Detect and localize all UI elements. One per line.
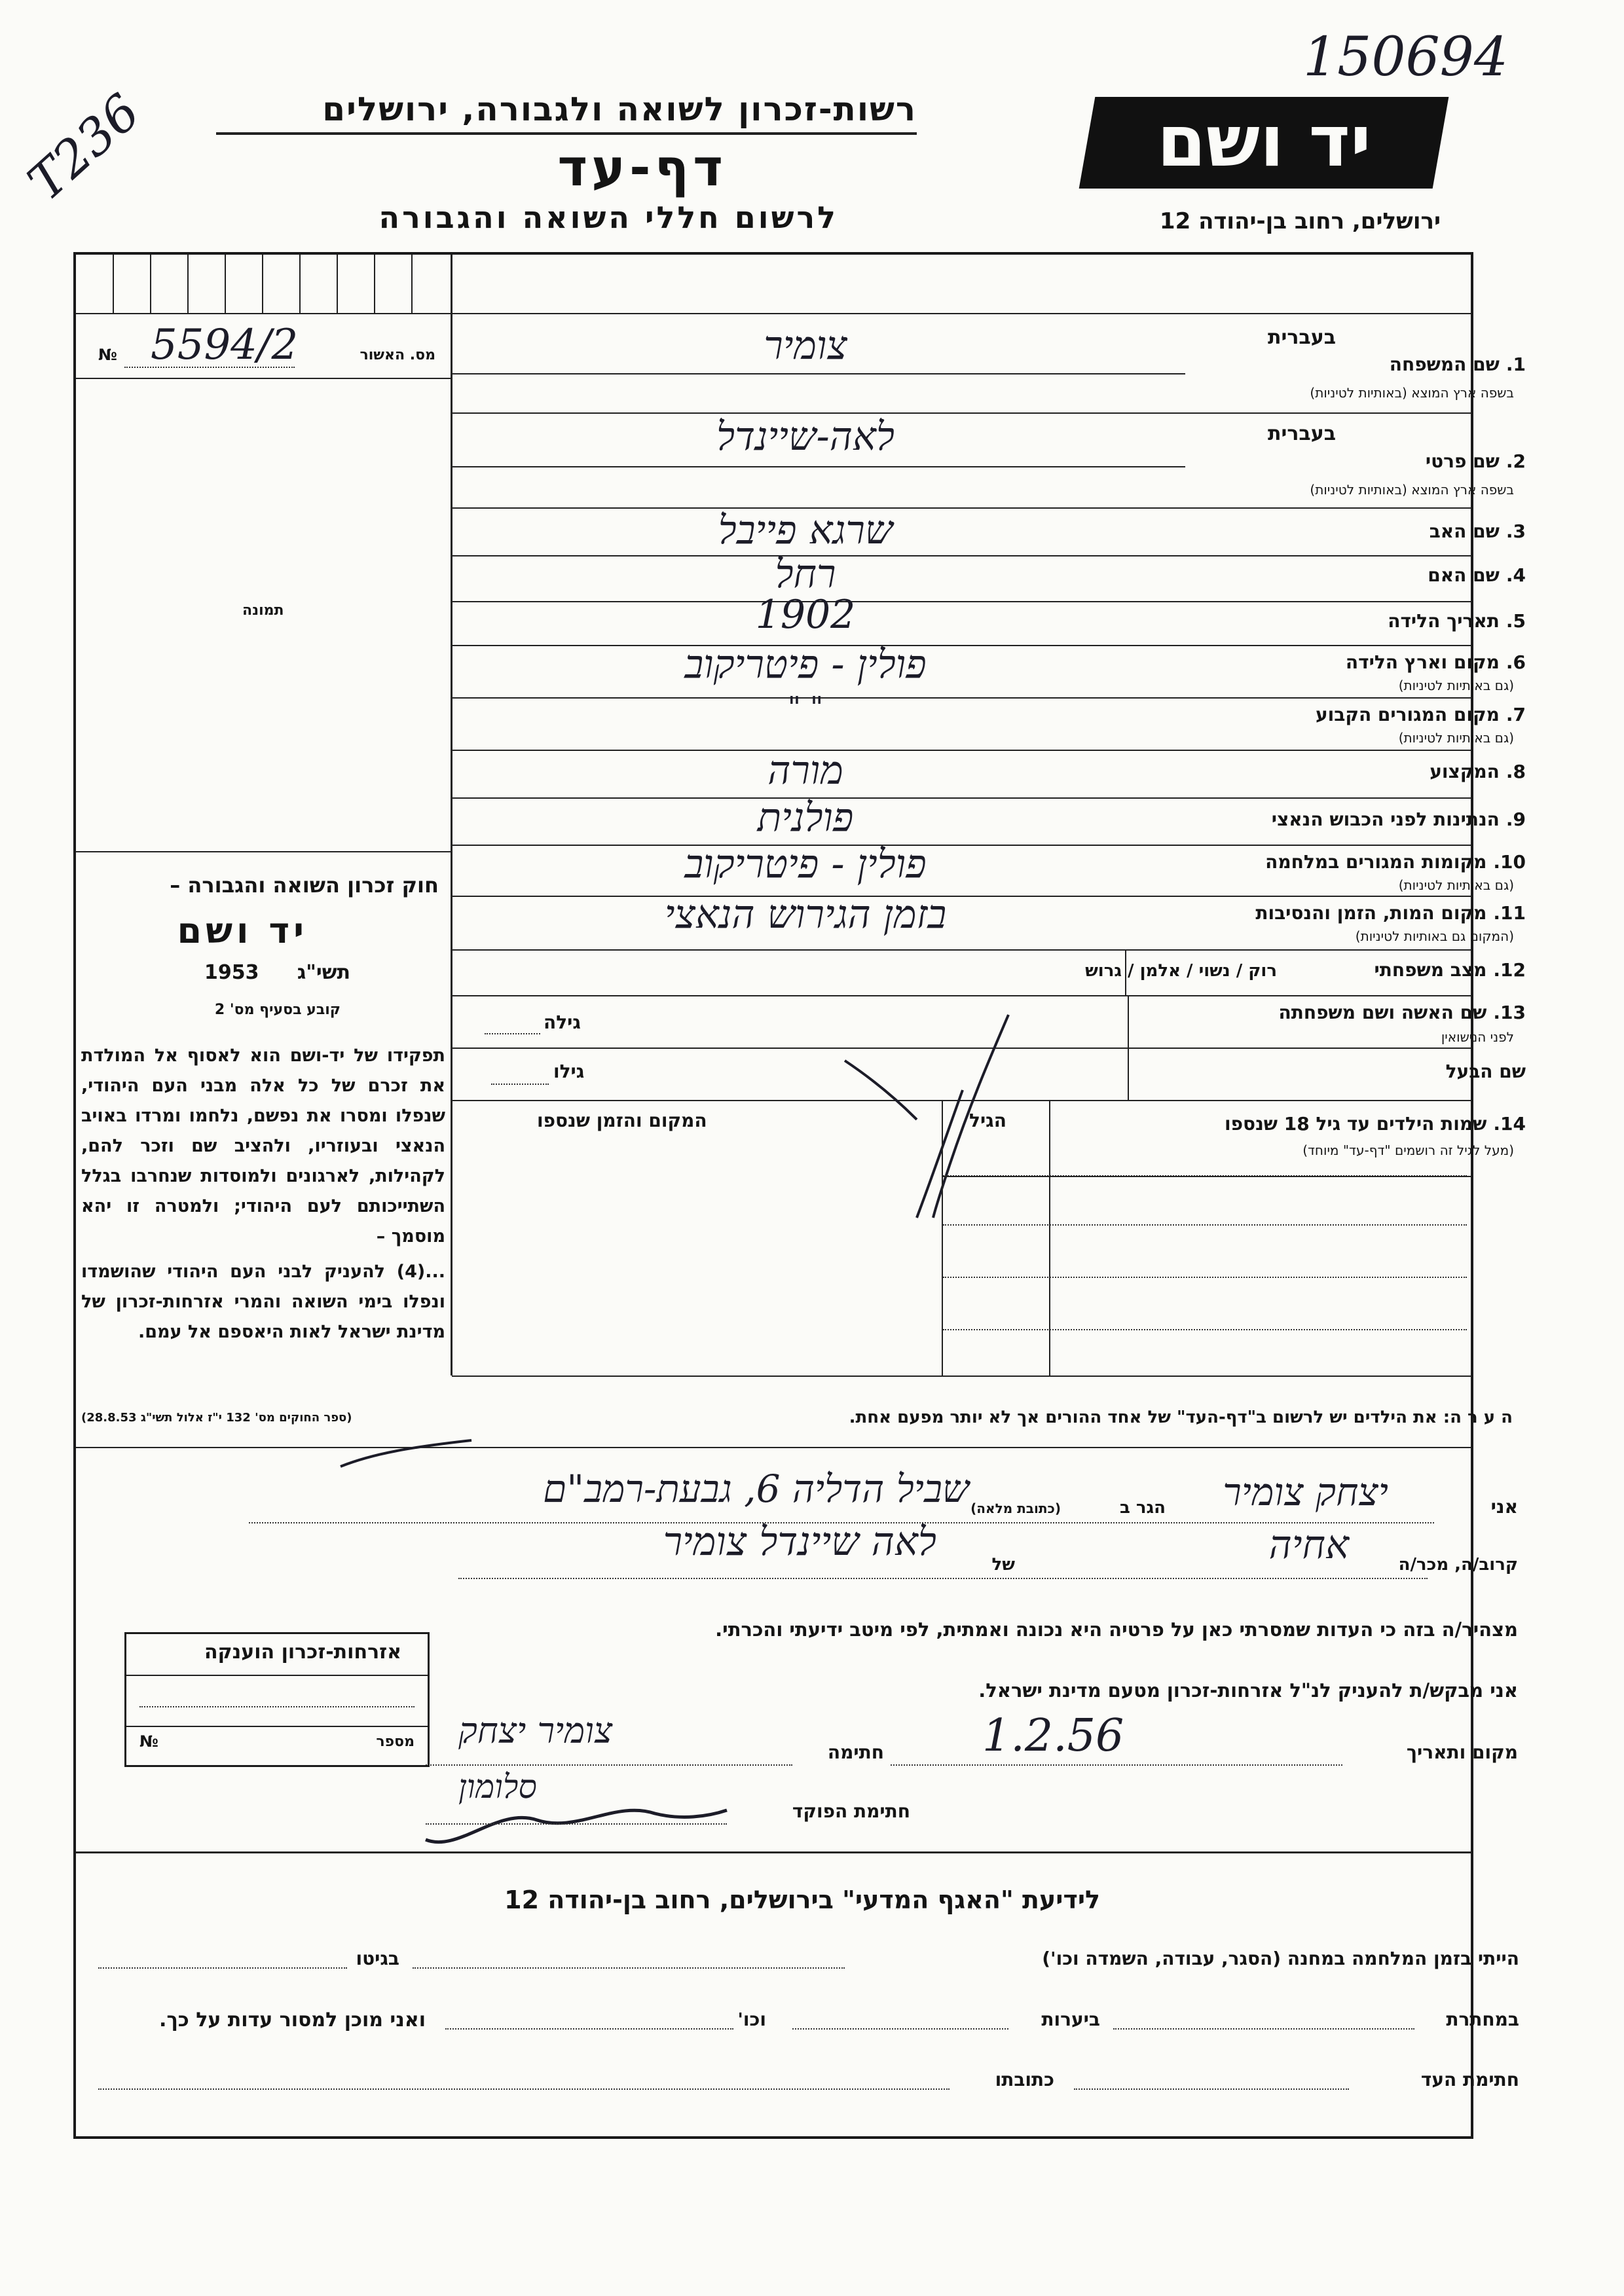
wife-age-label: גילה [544, 1011, 581, 1033]
officer-signature: סלומון [458, 1768, 537, 1806]
husband-age-label: גילו [553, 1061, 585, 1082]
law-clause: קובע בסעיף מס' 2 [214, 1002, 341, 1018]
relation-of-value: לאה שיינדל צומיר [663, 1519, 936, 1565]
citizenship-no-sign: № [139, 1732, 158, 1751]
camp-label: הייתי בזמן המלחמה במחנה (הסגר, עבודה, השמדה וכו') [1042, 1948, 1519, 1969]
photo-label: תמונה [242, 602, 284, 619]
citizenship-title: אזרחות-זכרון הוענקה [204, 1641, 401, 1664]
address-note: (כתובת מלאה) [970, 1501, 1061, 1516]
logo-text: יד ושם [1156, 101, 1371, 183]
children-col-age: הגיל [969, 1110, 1006, 1131]
authority-name: רשות-זכרון לשואה ולגבורה, ירושלים [322, 90, 917, 128]
bottom-heading: לידיעת "האגף המדעי" בירושלים, רחוב בן-יהודה 12 [504, 1886, 1100, 1914]
photo-box-bottom [76, 851, 451, 852]
archive-number: 150694 [1303, 26, 1509, 88]
authority-underline [216, 132, 917, 135]
relation-label: קרוב/ה, מכר/ה [1398, 1555, 1518, 1575]
forests-label: ביערות [1041, 2009, 1100, 2030]
citizenship-number-label: מספר [376, 1734, 415, 1750]
birth-place-value: פולין - פיטריקוב [684, 642, 927, 687]
law-source: (ספר החוקים מס' 132 י"ז אלול תשי"ג 28.8.53) [81, 1411, 352, 1425]
family-name-value: צומיר [764, 323, 847, 369]
residence-value: " " [787, 691, 824, 724]
law-name: יד ושם [177, 910, 308, 951]
citizenship-box [124, 1632, 430, 1767]
approval-row-bottom [76, 378, 451, 379]
ready-to-testify: ואני מוכן למסור עדות על כך. [159, 2009, 426, 2032]
war-residence-value: פולין - פיטריקוב [684, 841, 927, 887]
lang-hebrew-1: בעברית [1268, 326, 1336, 349]
form-title: דף-עד [557, 139, 727, 198]
approval-no-sign: № [98, 346, 117, 364]
relation-value: אחיה [1268, 1522, 1349, 1568]
declaration-ani: אני [1490, 1496, 1518, 1518]
children-strike [864, 1087, 995, 1231]
top-cell-row-bottom [76, 313, 1471, 314]
underground-label: במחתרת [1446, 2009, 1519, 2030]
signature-label: חתימה [827, 1741, 884, 1763]
form-subtitle: לרשום חללי השואה והגבורה [378, 200, 838, 235]
declaration-request: אני מבקש/ת להעניק לנ"ל אזרחות-זכרון מטעם מדינת ישראל. [978, 1679, 1518, 1702]
witness-name: יצחק צומיר [1223, 1470, 1388, 1514]
law-paragraph: תפקידו של יד-ושם הוא לאסוף אל המולדת את זכרם של כל אלה מבני העם היהודי, שנפלו ומסרו את נפשם, נלחמו ומרדו באויב הנאצי ובעוזריו, ולהציב שם וזכר להם, לקהילות, לארגונים ולמוסדות שנחרבו בגלל השתייכותם לעם היהודי; ולמטרה זו יהא מוסמך – [81, 1046, 445, 1247]
father-name-value: שרגא פייבל [718, 507, 893, 553]
first-name-value: לאה-שיינדל [716, 414, 895, 460]
ghetto-label: בגיטו [356, 1948, 399, 1969]
yad-vashem-logo [1079, 97, 1449, 189]
witness-address-label: כתובתו [995, 2069, 1054, 2090]
approval-label: מס. האשור [360, 347, 435, 363]
witness-sign-label: חתימת העד [1420, 2069, 1519, 2090]
declaration-date: 1.2.56 [982, 1710, 1124, 1762]
witness-signature: צומיר יצחק [458, 1710, 613, 1751]
children-col-place: המקום והזמן שנספו [537, 1110, 707, 1131]
witness-address: שביל הדליה 6, גבעת-רמב"ם [543, 1467, 969, 1511]
logo-address: ירושלים, רחוב בן-יהודה 12 [1159, 208, 1441, 234]
lang-hebrew-2: בעברית [1268, 422, 1336, 445]
etc-label: וכו' [737, 2009, 766, 2030]
reference-mark: T236 [16, 82, 151, 212]
marital-options: רוק / נשוי / אלמן / גרוש [1085, 961, 1277, 981]
husband-label: שם הבעל [1445, 1061, 1526, 1082]
profession-value: מורה [767, 748, 843, 793]
mother-name-value: רחל [775, 551, 836, 597]
relation-of-label: של [991, 1555, 1015, 1575]
declaration-statement: מצהיר/ה בזה כי העדות שמסרתי כאן על פרטיה היא נכונה ואמתית, לפי מיטב ידיעתי והכרתי. [715, 1618, 1518, 1641]
law-paragraph-2: ...(4) להעניק לבני העם היהודי שהושמדו ונפלו בימי השואה והמרי אזרחות-זכרון של מדינת ישראל לאות היאספם אל עמם. [81, 1262, 445, 1342]
law-year-he: תשי"ג [297, 961, 350, 984]
officer-signature-label: חתימת הפוקד [792, 1800, 910, 1822]
officer-signature-stroke [419, 1781, 733, 1859]
law-title: חוק זכרון השואה והגבורה – [170, 873, 439, 898]
note-text: ה ע ר ה: את הילדים יש לרשום ב"דף-העד" של אחד ההורים אך לא יותר מפעם אחת. [849, 1408, 1513, 1427]
birth-date-value: 1902 [755, 592, 856, 638]
place-date-label: מקום ותאריך [1406, 1741, 1518, 1763]
declaration-scribble [327, 1434, 485, 1480]
left-column-divider [451, 255, 452, 1376]
law-year: 1953 [204, 961, 259, 984]
resides-in-label: הגר ב [1119, 1498, 1166, 1518]
approval-number: 5594/2 [151, 321, 299, 369]
death-place-value: בזמן הגירוש הנאצי [664, 892, 947, 938]
nationality-value: פולנית [757, 795, 854, 841]
